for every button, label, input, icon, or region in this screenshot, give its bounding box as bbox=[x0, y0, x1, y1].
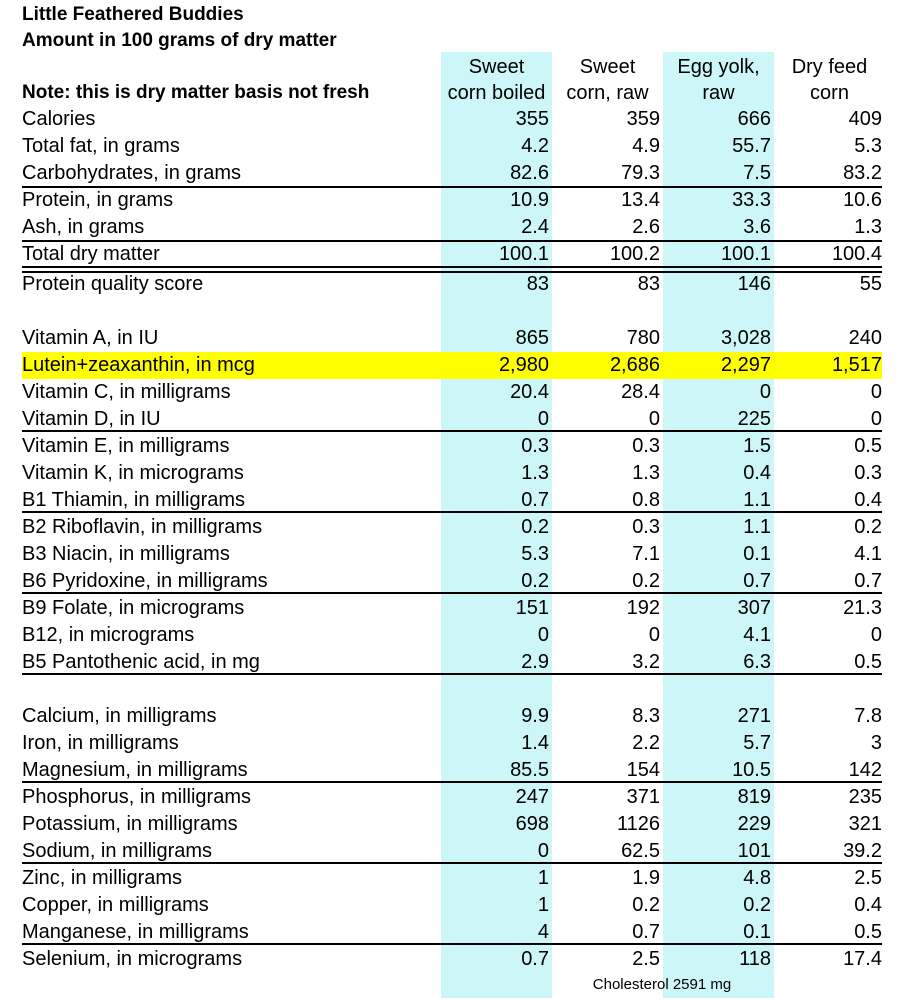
row-value: 2.2 bbox=[632, 732, 660, 754]
row-value: 0.4 bbox=[854, 489, 882, 511]
row-value: 146 bbox=[737, 273, 771, 295]
table-row bbox=[22, 784, 882, 811]
rule-after-b1 bbox=[22, 511, 882, 513]
row-label: Vitamin E, in milligrams bbox=[22, 435, 230, 457]
row-label: B1 Thiamin, in milligrams bbox=[22, 489, 246, 511]
row-label: B6 Pyridoxine, in milligrams bbox=[22, 570, 268, 592]
row-value: 21.3 bbox=[843, 597, 882, 619]
row-value: 0 bbox=[537, 840, 549, 862]
rule-after-vitamin-d bbox=[22, 430, 882, 432]
row-value: 13.4 bbox=[621, 189, 660, 211]
row-value: 229 bbox=[737, 813, 771, 835]
table-row bbox=[22, 106, 882, 133]
table-row bbox=[22, 487, 882, 514]
row-value: 0.2 bbox=[521, 516, 549, 538]
row-value: 0.7 bbox=[854, 570, 882, 592]
table-row bbox=[22, 757, 882, 784]
row-value: 118 bbox=[739, 948, 771, 970]
table-row bbox=[22, 865, 882, 892]
rule-after-b5 bbox=[22, 673, 882, 675]
column-header-3-line2: raw bbox=[702, 82, 735, 104]
row-value: 9.9 bbox=[521, 705, 549, 727]
column-header-3-line1: Egg yolk, bbox=[677, 56, 760, 78]
table-row bbox=[22, 379, 882, 406]
row-value: 666 bbox=[737, 108, 771, 130]
rule-after-b6 bbox=[22, 592, 882, 594]
row-value: 307 bbox=[737, 597, 771, 619]
row-label: Manganese, in milligrams bbox=[22, 921, 249, 943]
table-row bbox=[22, 187, 882, 214]
table-row bbox=[22, 214, 882, 241]
row-value: 1 bbox=[537, 867, 549, 889]
rule-after-manganese bbox=[22, 943, 882, 945]
column-header-4-line2: corn bbox=[810, 82, 849, 104]
row-label: Potassium, in milligrams bbox=[22, 813, 238, 835]
row-label: Total dry matter bbox=[22, 243, 160, 265]
rule-after-magnesium bbox=[22, 781, 882, 783]
row-value: 0.3 bbox=[521, 435, 549, 457]
table-row bbox=[22, 433, 882, 460]
column-header-1-line1: Sweet bbox=[468, 56, 525, 78]
row-value: 7.8 bbox=[854, 705, 882, 727]
row-value: 142 bbox=[848, 759, 882, 781]
row-label: Selenium, in micrograms bbox=[22, 948, 243, 970]
table-row bbox=[22, 946, 882, 973]
row-value: 2.5 bbox=[632, 948, 660, 970]
row-value: 355 bbox=[515, 108, 549, 130]
row-value: 4.8 bbox=[743, 867, 771, 889]
row-value: 83 bbox=[526, 273, 549, 295]
row-value: 1.3 bbox=[632, 462, 660, 484]
row-value: 698 bbox=[515, 813, 549, 835]
row-value: 819 bbox=[737, 786, 771, 808]
row-value: 20.4 bbox=[510, 381, 549, 403]
row-value: 0.1 bbox=[743, 921, 771, 943]
row-value: 151 bbox=[515, 597, 549, 619]
row-value: 1.9 bbox=[632, 867, 660, 889]
row-value: 17.4 bbox=[843, 948, 882, 970]
row-value: 1.3 bbox=[854, 216, 882, 238]
row-label: B5 Pantothenic acid, in mg bbox=[22, 651, 260, 673]
row-value: 154 bbox=[626, 759, 660, 781]
row-value: 4.9 bbox=[632, 135, 660, 157]
row-value: 0.2 bbox=[632, 894, 660, 916]
table-row bbox=[22, 514, 882, 541]
row-value: 371 bbox=[626, 786, 660, 808]
row-value: 5.3 bbox=[521, 543, 549, 565]
row-value: 240 bbox=[848, 327, 882, 349]
table-row bbox=[22, 133, 882, 160]
row-label: Total fat, in grams bbox=[22, 135, 180, 157]
row-value: 1.1 bbox=[743, 516, 771, 538]
rule-after-ash bbox=[22, 240, 882, 242]
row-value: 28.4 bbox=[621, 381, 660, 403]
row-value: 4.1 bbox=[854, 543, 882, 565]
row-value: 359 bbox=[626, 108, 660, 130]
row-value: 0.7 bbox=[632, 921, 660, 943]
table-row bbox=[22, 460, 882, 487]
row-value: 6.3 bbox=[743, 651, 771, 673]
row-value: 0.5 bbox=[854, 651, 882, 673]
table-row bbox=[22, 568, 882, 595]
row-value: 1,517 bbox=[831, 354, 882, 376]
table-row bbox=[22, 241, 882, 268]
row-value: 0 bbox=[759, 381, 771, 403]
row-value: 4.2 bbox=[521, 135, 549, 157]
row-value: 39.2 bbox=[843, 840, 882, 862]
column-header-2-line2: corn, raw bbox=[566, 82, 649, 104]
row-label: Vitamin A, in IU bbox=[22, 327, 159, 349]
row-value: 4 bbox=[537, 921, 549, 943]
row-value: 101 bbox=[737, 840, 771, 862]
row-label: Calories bbox=[22, 108, 96, 130]
rule-after-carbohydrates bbox=[22, 186, 882, 188]
row-value: 0.3 bbox=[854, 462, 882, 484]
row-value: 0.4 bbox=[854, 894, 882, 916]
row-value: 865 bbox=[515, 327, 549, 349]
table-row bbox=[22, 838, 882, 865]
row-value: 780 bbox=[626, 327, 660, 349]
row-label: B9 Folate, in micrograms bbox=[22, 597, 245, 619]
table-row bbox=[22, 730, 882, 757]
row-label: B2 Riboflavin, in milligrams bbox=[22, 516, 263, 538]
row-label: Zinc, in milligrams bbox=[22, 867, 183, 889]
row-value: 7.1 bbox=[632, 543, 660, 565]
row-value: 3,028 bbox=[720, 327, 771, 349]
row-value: 0 bbox=[648, 408, 660, 430]
row-label: Copper, in milligrams bbox=[22, 894, 209, 916]
row-value: 62.5 bbox=[621, 840, 660, 862]
table-row bbox=[22, 649, 882, 676]
table-row bbox=[22, 892, 882, 919]
row-label: Protein, in grams bbox=[22, 189, 174, 211]
row-value: 4.1 bbox=[743, 624, 771, 646]
row-value: 0.2 bbox=[854, 516, 882, 538]
row-label: Sodium, in milligrams bbox=[22, 840, 213, 862]
row-value: 2.5 bbox=[854, 867, 882, 889]
table-row bbox=[22, 352, 882, 379]
row-label: Calcium, in milligrams bbox=[22, 705, 217, 727]
row-value: 2,686 bbox=[609, 354, 660, 376]
table-row bbox=[22, 703, 882, 730]
row-value: 0 bbox=[870, 624, 882, 646]
row-value: 10.5 bbox=[732, 759, 771, 781]
row-label: Ash, in grams bbox=[22, 216, 145, 238]
row-label: B12, in micrograms bbox=[22, 624, 195, 646]
row-label: Magnesium, in milligrams bbox=[22, 759, 248, 781]
row-value: 85.5 bbox=[510, 759, 549, 781]
row-label: Protein quality score bbox=[22, 273, 204, 295]
row-value: 3.6 bbox=[743, 216, 771, 238]
row-value: 79.3 bbox=[621, 162, 660, 184]
row-label: Lutein+zeaxanthin, in mcg bbox=[22, 354, 255, 376]
row-value: 2.4 bbox=[521, 216, 549, 238]
row-value: 7.5 bbox=[743, 162, 771, 184]
rule-after-sodium bbox=[22, 862, 882, 864]
row-value: 1.4 bbox=[521, 732, 549, 754]
row-value: 0 bbox=[537, 624, 549, 646]
row-value: 82.6 bbox=[510, 162, 549, 184]
row-value: 5.7 bbox=[743, 732, 771, 754]
row-value: 0.2 bbox=[743, 894, 771, 916]
row-value: 0.3 bbox=[632, 516, 660, 538]
row-value: 0.7 bbox=[521, 948, 549, 970]
row-value: 409 bbox=[848, 108, 882, 130]
column-header-2-line1: Sweet bbox=[579, 56, 636, 78]
table-row bbox=[22, 160, 882, 187]
document-subtitle: Amount in 100 grams of dry matter bbox=[22, 30, 337, 51]
table-row bbox=[22, 325, 882, 352]
column-header-1-line2: corn boiled bbox=[447, 82, 546, 104]
table-row bbox=[22, 622, 882, 649]
table-row bbox=[22, 541, 882, 568]
row-value: 100.2 bbox=[609, 243, 660, 265]
table-row bbox=[22, 271, 882, 298]
row-value: 0.2 bbox=[521, 570, 549, 592]
row-value: 1 bbox=[537, 894, 549, 916]
row-value: 271 bbox=[737, 705, 771, 727]
row-value: 33.3 bbox=[732, 189, 771, 211]
row-value: 83 bbox=[637, 273, 660, 295]
row-value: 0.7 bbox=[743, 570, 771, 592]
row-value: 0.3 bbox=[632, 435, 660, 457]
row-value: 8.3 bbox=[632, 705, 660, 727]
table-row bbox=[22, 406, 882, 433]
row-label: Vitamin C, in milligrams bbox=[22, 381, 231, 403]
row-label: Iron, in milligrams bbox=[22, 732, 179, 754]
row-value: 235 bbox=[848, 786, 882, 808]
row-value: 55 bbox=[859, 273, 882, 295]
row-value: 1.3 bbox=[521, 462, 549, 484]
row-value: 321 bbox=[848, 813, 882, 835]
row-value: 192 bbox=[626, 597, 660, 619]
dry-matter-note: Note: this is dry matter basis not fresh bbox=[22, 82, 370, 103]
rule-after-total-dry-matter bbox=[22, 266, 882, 273]
row-value: 10.6 bbox=[843, 189, 882, 211]
row-value: 0.1 bbox=[743, 543, 771, 565]
row-value: 0.7 bbox=[521, 489, 549, 511]
row-value: 2.9 bbox=[521, 651, 549, 673]
row-value: 5.3 bbox=[854, 135, 882, 157]
row-value: 83.2 bbox=[843, 162, 882, 184]
document-title: Little Feathered Buddies bbox=[22, 4, 244, 25]
row-value: 3.2 bbox=[632, 651, 660, 673]
row-label: Phosphorus, in milligrams bbox=[22, 786, 251, 808]
row-value: 100.4 bbox=[831, 243, 882, 265]
row-value: 0.2 bbox=[632, 570, 660, 592]
row-value: 0.8 bbox=[632, 489, 660, 511]
row-value: 100.1 bbox=[720, 243, 771, 265]
row-value: 10.9 bbox=[510, 189, 549, 211]
row-label: B3 Niacin, in milligrams bbox=[22, 543, 230, 565]
row-value: 0 bbox=[648, 624, 660, 646]
row-label: Vitamin D, in IU bbox=[22, 408, 161, 430]
row-value: 0 bbox=[537, 408, 549, 430]
table-row bbox=[22, 811, 882, 838]
row-value: 0.4 bbox=[743, 462, 771, 484]
row-value: 3 bbox=[870, 732, 882, 754]
row-value: 0 bbox=[870, 408, 882, 430]
row-value: 1126 bbox=[616, 813, 660, 835]
column-header-4-line1: Dry feed bbox=[791, 56, 868, 78]
row-value: 0.5 bbox=[854, 921, 882, 943]
table-row bbox=[22, 595, 882, 622]
row-label: Carbohydrates, in grams bbox=[22, 162, 241, 184]
row-value: 2.6 bbox=[632, 216, 660, 238]
row-value: 1.5 bbox=[743, 435, 771, 457]
row-value: 1.1 bbox=[743, 489, 771, 511]
row-value: 247 bbox=[515, 786, 549, 808]
row-value: 225 bbox=[737, 408, 771, 430]
row-value: 2,297 bbox=[720, 354, 771, 376]
row-value: 0.5 bbox=[854, 435, 882, 457]
row-value: 100.1 bbox=[498, 243, 549, 265]
row-value: 2,980 bbox=[498, 354, 549, 376]
row-value: 0 bbox=[870, 381, 882, 403]
table-row bbox=[22, 919, 882, 946]
row-label: Vitamin K, in micrograms bbox=[22, 462, 244, 484]
row-value: 55.7 bbox=[732, 135, 771, 157]
cholesterol-note: Cholesterol 2591 mg bbox=[592, 976, 732, 993]
